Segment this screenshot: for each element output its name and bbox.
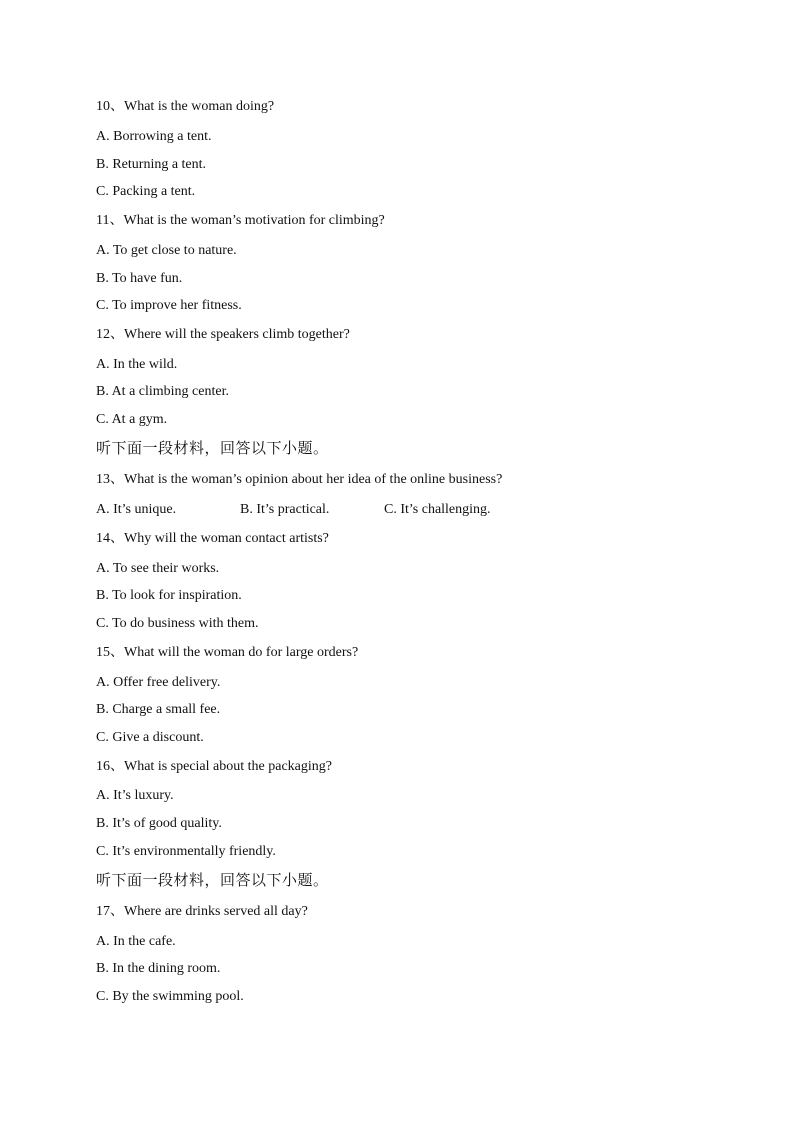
option-10-a: A. Borrowing a tent. [96, 129, 212, 144]
section-heading: 听下面一段材料，回答以下小题。 [96, 871, 329, 889]
question-13: 13、What is the woman’s opinion about her idea of the online business? [96, 472, 503, 487]
option-12-c: C. At a gym. [96, 412, 168, 427]
option-17-c: C. By the swimming pool. [96, 989, 244, 1004]
option-10-c: C. Packing a tent. [96, 184, 196, 199]
question-16: 16、What is special about the packaging? [96, 759, 332, 774]
option-12-a: A. In the wild. [96, 357, 178, 372]
section-heading: 听下面一段材料，回答以下小题。 [96, 439, 329, 457]
option-15-a: A. Offer free delivery. [96, 675, 221, 690]
option-13-c: C. It’s challenging. [384, 502, 491, 517]
option-15-c: C. Give a discount. [96, 730, 204, 745]
question-12: 12、Where will the speakers climb together? [96, 327, 350, 342]
question-15: 15、What will the woman do for large orders? [96, 645, 359, 660]
option-11-a: A. To get close to nature. [96, 243, 237, 258]
option-11-c: C. To improve her fitness. [96, 298, 242, 313]
option-16-b: B. It’s of good quality. [96, 816, 222, 831]
option-10-b: B. Returning a tent. [96, 157, 207, 172]
question-11: 11、What is the woman’s motivation for climbing? [96, 213, 385, 228]
option-13-a: A. It’s unique. [96, 502, 177, 517]
option-12-b: B. At a climbing center. [96, 384, 229, 399]
option-16-c: C. It’s environmentally friendly. [96, 844, 276, 859]
option-14-a: A. To see their works. [96, 561, 220, 576]
question-17: 17、Where are drinks served all day? [96, 904, 308, 919]
option-14-b: B. To look for inspiration. [96, 588, 242, 603]
option-15-b: B. Charge a small fee. [96, 702, 221, 717]
option-11-b: B. To have fun. [96, 271, 183, 286]
question-14: 14、Why will the woman contact artists? [96, 531, 329, 546]
option-17-a: A. In the cafe. [96, 934, 176, 949]
option-17-b: B. In the dining room. [96, 961, 221, 976]
option-16-a: A. It’s luxury. [96, 788, 174, 803]
option-14-c: C. To do business with them. [96, 616, 259, 631]
option-13-b: B. It’s practical. [240, 502, 330, 517]
question-10: 10、What is the woman doing? [96, 99, 275, 114]
